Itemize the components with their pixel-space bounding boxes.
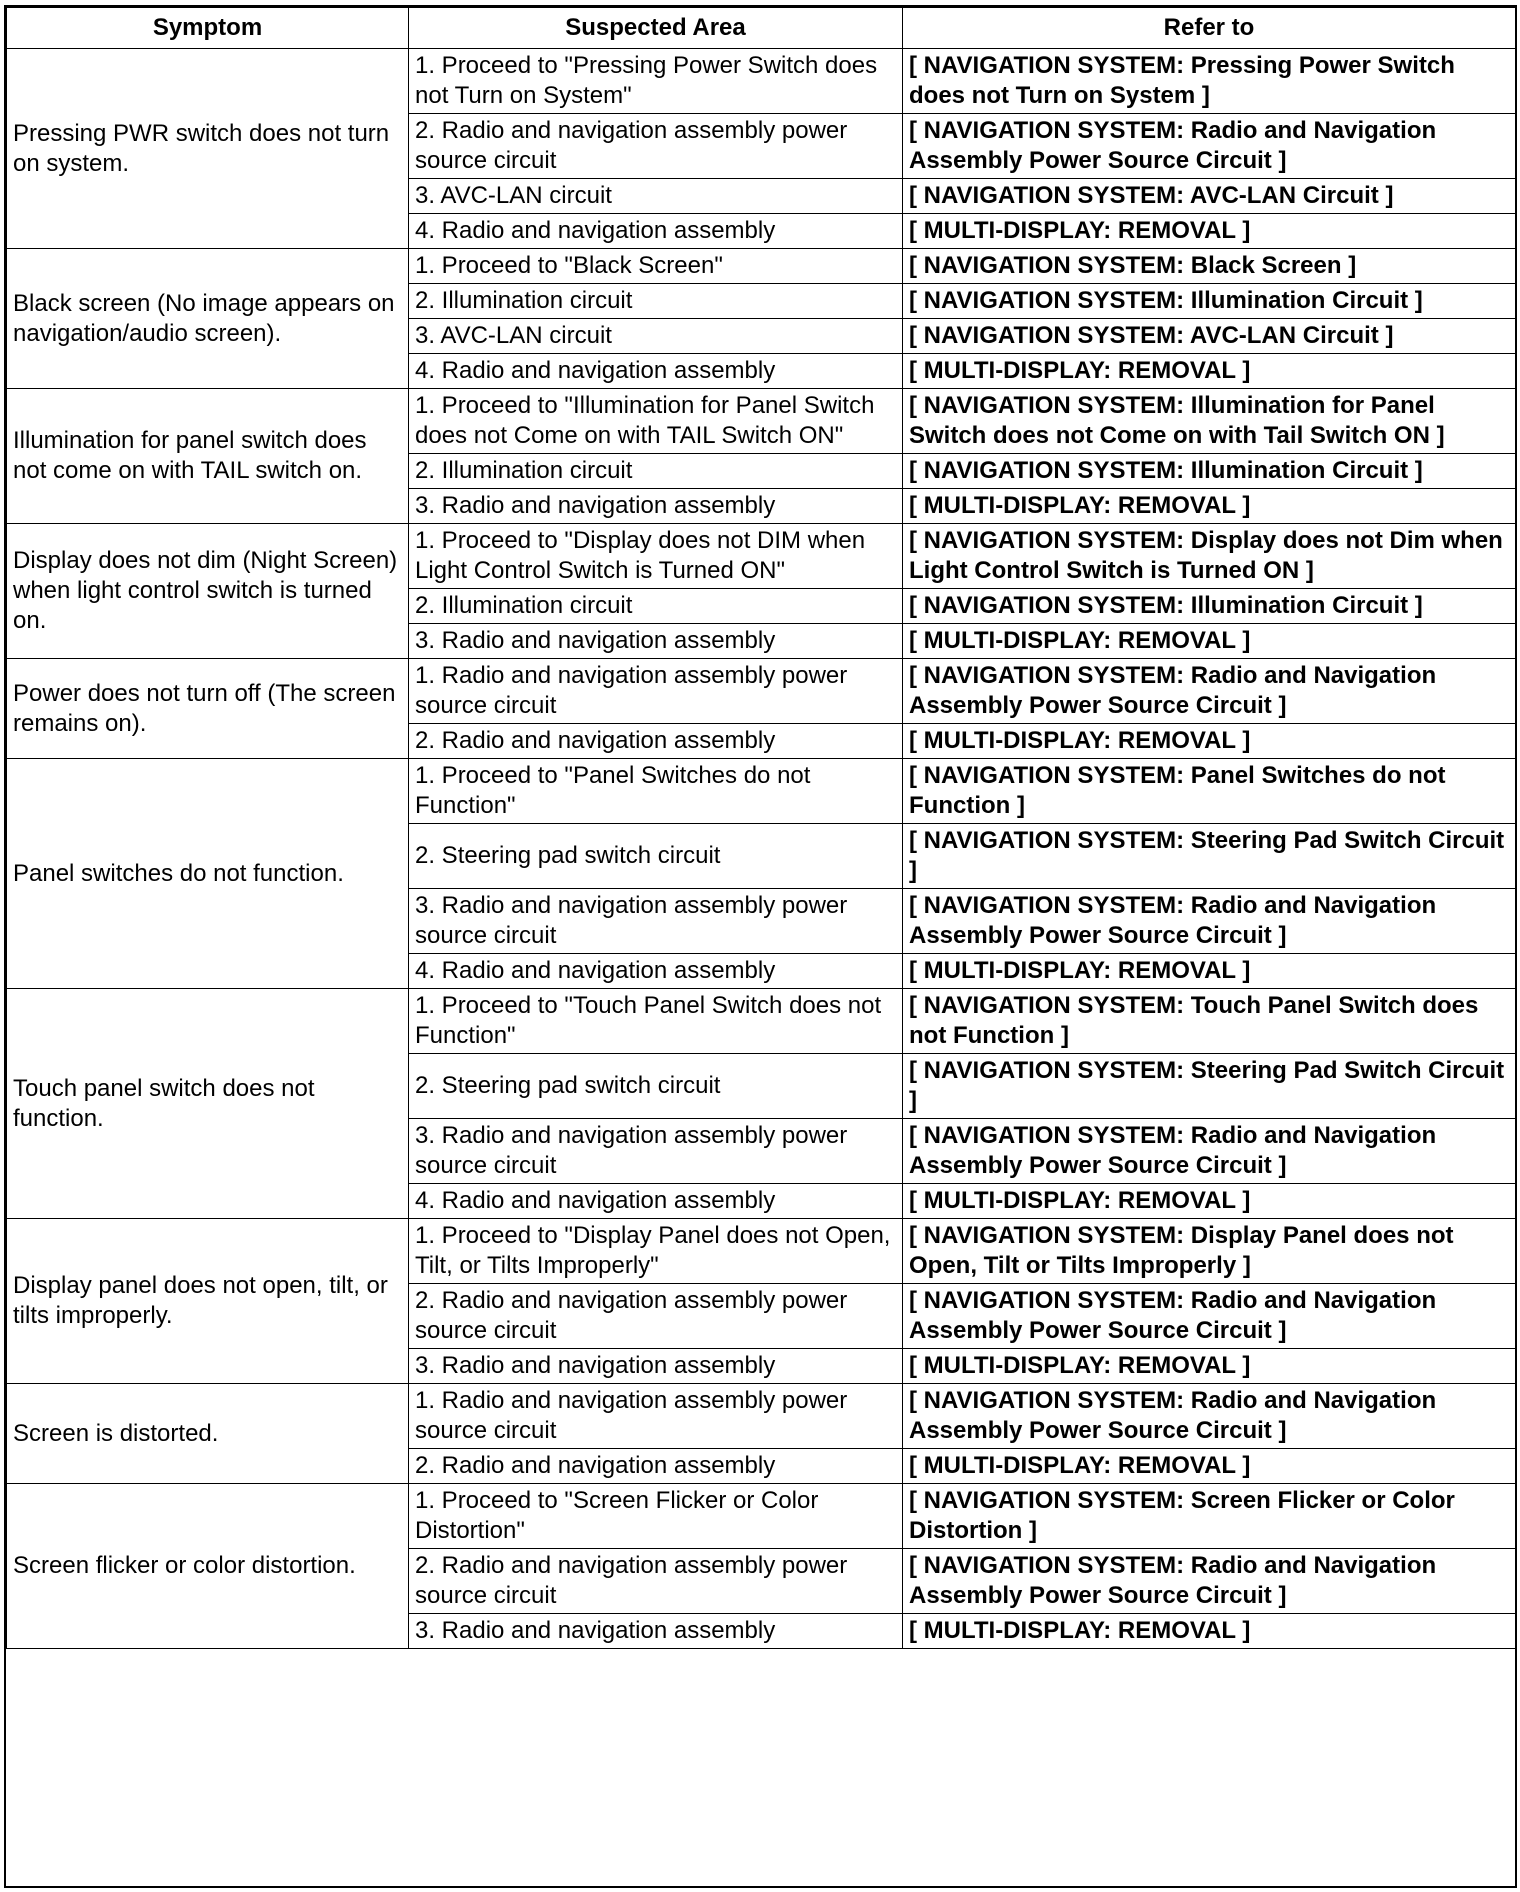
- suspected-area-cell: 3. AVC-LAN circuit: [409, 319, 903, 354]
- symptom-cell: Touch panel switch does not function.: [7, 989, 409, 1219]
- refer-to-cell: [ NAVIGATION SYSTEM: Steering Pad Switch Circuit ]: [903, 824, 1516, 889]
- refer-to-cell: [ MULTI-DISPLAY: REMOVAL ]: [903, 1449, 1516, 1484]
- refer-to-cell: [ NAVIGATION SYSTEM: Radio and Navigation Assembly Power Source Circuit ]: [903, 114, 1516, 179]
- symptom-table: [6, 7, 1516, 1649]
- suspected-area-cell: 4. Radio and navigation assembly: [409, 354, 903, 389]
- suspected-area-cell: 1. Proceed to "Screen Flicker or Color Distortion": [409, 1484, 903, 1549]
- suspected-area-cell: 1. Proceed to "Display Panel does not Open, Tilt, or Tilts Improperly": [409, 1219, 903, 1284]
- symptom-cell: Black screen (No image appears on navigation/audio screen).: [7, 249, 409, 389]
- suspected-area-cell: 1. Proceed to "Panel Switches do not Function": [409, 759, 903, 824]
- suspected-area-cell: 4. Radio and navigation assembly: [409, 1184, 903, 1219]
- suspected-area-cell: 2. Radio and navigation assembly power source circuit: [409, 1549, 903, 1614]
- suspected-area-cell: 3. Radio and navigation assembly power source circuit: [409, 1119, 903, 1184]
- suspected-area-cell: 4. Radio and navigation assembly: [409, 214, 903, 249]
- refer-to-cell: [ NAVIGATION SYSTEM: Illumination Circuit ]: [903, 454, 1516, 489]
- suspected-area-cell: 3. Radio and navigation assembly: [409, 624, 903, 659]
- refer-to-cell: [ NAVIGATION SYSTEM: Steering Pad Switch Circuit ]: [903, 1054, 1516, 1119]
- refer-to-cell: [ MULTI-DISPLAY: REMOVAL ]: [903, 954, 1516, 989]
- suspected-area-cell: 1. Radio and navigation assembly power source circuit: [409, 659, 903, 724]
- refer-to-cell: [ NAVIGATION SYSTEM: AVC-LAN Circuit ]: [903, 319, 1516, 354]
- table-row: [7, 659, 1516, 724]
- header-refer-to: Refer to: [903, 8, 1516, 49]
- refer-to-cell: [ MULTI-DISPLAY: REMOVAL ]: [903, 724, 1516, 759]
- suspected-area-cell: 3. Radio and navigation assembly: [409, 489, 903, 524]
- refer-to-cell: [ MULTI-DISPLAY: REMOVAL ]: [903, 1614, 1516, 1649]
- suspected-area-cell: 3. AVC-LAN circuit: [409, 179, 903, 214]
- table-row: [7, 49, 1516, 114]
- symptom-cell: Illumination for panel switch does not come on with TAIL switch on.: [7, 389, 409, 524]
- header-row: [7, 8, 1516, 49]
- header-symptom: Symptom: [7, 8, 409, 49]
- suspected-area-cell: 4. Radio and navigation assembly: [409, 954, 903, 989]
- table-row: [7, 989, 1516, 1054]
- refer-to-cell: [ NAVIGATION SYSTEM: Radio and Navigation Assembly Power Source Circuit ]: [903, 1119, 1516, 1184]
- suspected-area-cell: 1. Proceed to "Illumination for Panel Switch does not Come on with TAIL Switch ON": [409, 389, 903, 454]
- suspected-area-cell: 1. Proceed to "Touch Panel Switch does not Function": [409, 989, 903, 1054]
- symptom-cell: Screen flicker or color distortion.: [7, 1484, 409, 1649]
- symptom-cell: Pressing PWR switch does not turn on system.: [7, 49, 409, 249]
- symptom-cell: Display panel does not open, tilt, or tilts improperly.: [7, 1219, 409, 1384]
- suspected-area-cell: 3. Radio and navigation assembly power source circuit: [409, 889, 903, 954]
- suspected-area-cell: 3. Radio and navigation assembly: [409, 1614, 903, 1649]
- table-row: [7, 389, 1516, 454]
- refer-to-cell: [ NAVIGATION SYSTEM: Radio and Navigation Assembly Power Source Circuit ]: [903, 659, 1516, 724]
- refer-to-cell: [ MULTI-DISPLAY: REMOVAL ]: [903, 489, 1516, 524]
- table-row: [7, 524, 1516, 589]
- refer-to-cell: [ MULTI-DISPLAY: REMOVAL ]: [903, 354, 1516, 389]
- suspected-area-cell: 2. Radio and navigation assembly: [409, 724, 903, 759]
- suspected-area-cell: 2. Radio and navigation assembly: [409, 1449, 903, 1484]
- suspected-area-cell: 2. Radio and navigation assembly power source circuit: [409, 1284, 903, 1349]
- table-row: [7, 1484, 1516, 1549]
- refer-to-cell: [ NAVIGATION SYSTEM: AVC-LAN Circuit ]: [903, 179, 1516, 214]
- refer-to-cell: [ NAVIGATION SYSTEM: Black Screen ]: [903, 249, 1516, 284]
- refer-to-cell: [ MULTI-DISPLAY: REMOVAL ]: [903, 1184, 1516, 1219]
- refer-to-cell: [ NAVIGATION SYSTEM: Screen Flicker or Color Distortion ]: [903, 1484, 1516, 1549]
- suspected-area-cell: 1. Proceed to "Black Screen": [409, 249, 903, 284]
- suspected-area-cell: 2. Illumination circuit: [409, 589, 903, 624]
- table-row: [7, 249, 1516, 284]
- symptom-cell: Display does not dim (Night Screen) when light control switch is turned on.: [7, 524, 409, 659]
- refer-to-cell: [ NAVIGATION SYSTEM: Touch Panel Switch does not Function ]: [903, 989, 1516, 1054]
- table-row: [7, 1384, 1516, 1449]
- refer-to-cell: [ NAVIGATION SYSTEM: Illumination for Panel Switch does not Come on with Tail Switch ON ]: [903, 389, 1516, 454]
- suspected-area-cell: 2. Radio and navigation assembly power source circuit: [409, 114, 903, 179]
- refer-to-cell: [ MULTI-DISPLAY: REMOVAL ]: [903, 624, 1516, 659]
- refer-to-cell: [ NAVIGATION SYSTEM: Radio and Navigation Assembly Power Source Circuit ]: [903, 889, 1516, 954]
- table-row: [7, 1219, 1516, 1284]
- refer-to-cell: [ NAVIGATION SYSTEM: Pressing Power Switch does not Turn on System ]: [903, 49, 1516, 114]
- suspected-area-cell: 2. Steering pad switch circuit: [409, 824, 903, 889]
- refer-to-cell: [ MULTI-DISPLAY: REMOVAL ]: [903, 214, 1516, 249]
- refer-to-cell: [ NAVIGATION SYSTEM: Radio and Navigation Assembly Power Source Circuit ]: [903, 1284, 1516, 1349]
- table-row: [7, 759, 1516, 824]
- refer-to-cell: [ NAVIGATION SYSTEM: Illumination Circuit ]: [903, 284, 1516, 319]
- suspected-area-cell: 1. Radio and navigation assembly power source circuit: [409, 1384, 903, 1449]
- suspected-area-cell: 2. Steering pad switch circuit: [409, 1054, 903, 1119]
- suspected-area-cell: 1. Proceed to "Pressing Power Switch does not Turn on System": [409, 49, 903, 114]
- symptom-cell: Panel switches do not function.: [7, 759, 409, 989]
- refer-to-cell: [ NAVIGATION SYSTEM: Illumination Circuit ]: [903, 589, 1516, 624]
- refer-to-cell: [ NAVIGATION SYSTEM: Radio and Navigation Assembly Power Source Circuit ]: [903, 1384, 1516, 1449]
- header-suspected-area: Suspected Area: [409, 8, 903, 49]
- refer-to-cell: [ MULTI-DISPLAY: REMOVAL ]: [903, 1349, 1516, 1384]
- suspected-area-cell: 3. Radio and navigation assembly: [409, 1349, 903, 1384]
- suspected-area-cell: 1. Proceed to "Display does not DIM when Light Control Switch is Turned ON": [409, 524, 903, 589]
- suspected-area-cell: 2. Illumination circuit: [409, 454, 903, 489]
- refer-to-cell: [ NAVIGATION SYSTEM: Display does not Dim when Light Control Switch is Turned ON ]: [903, 524, 1516, 589]
- suspected-area-cell: 2. Illumination circuit: [409, 284, 903, 319]
- refer-to-cell: [ NAVIGATION SYSTEM: Radio and Navigation Assembly Power Source Circuit ]: [903, 1549, 1516, 1614]
- refer-to-cell: [ NAVIGATION SYSTEM: Display Panel does not Open, Tilt or Tilts Improperly ]: [903, 1219, 1516, 1284]
- symptom-cell: Power does not turn off (The screen remains on).: [7, 659, 409, 759]
- refer-to-cell: [ NAVIGATION SYSTEM: Panel Switches do not Function ]: [903, 759, 1516, 824]
- symptom-cell: Screen is distorted.: [7, 1384, 409, 1484]
